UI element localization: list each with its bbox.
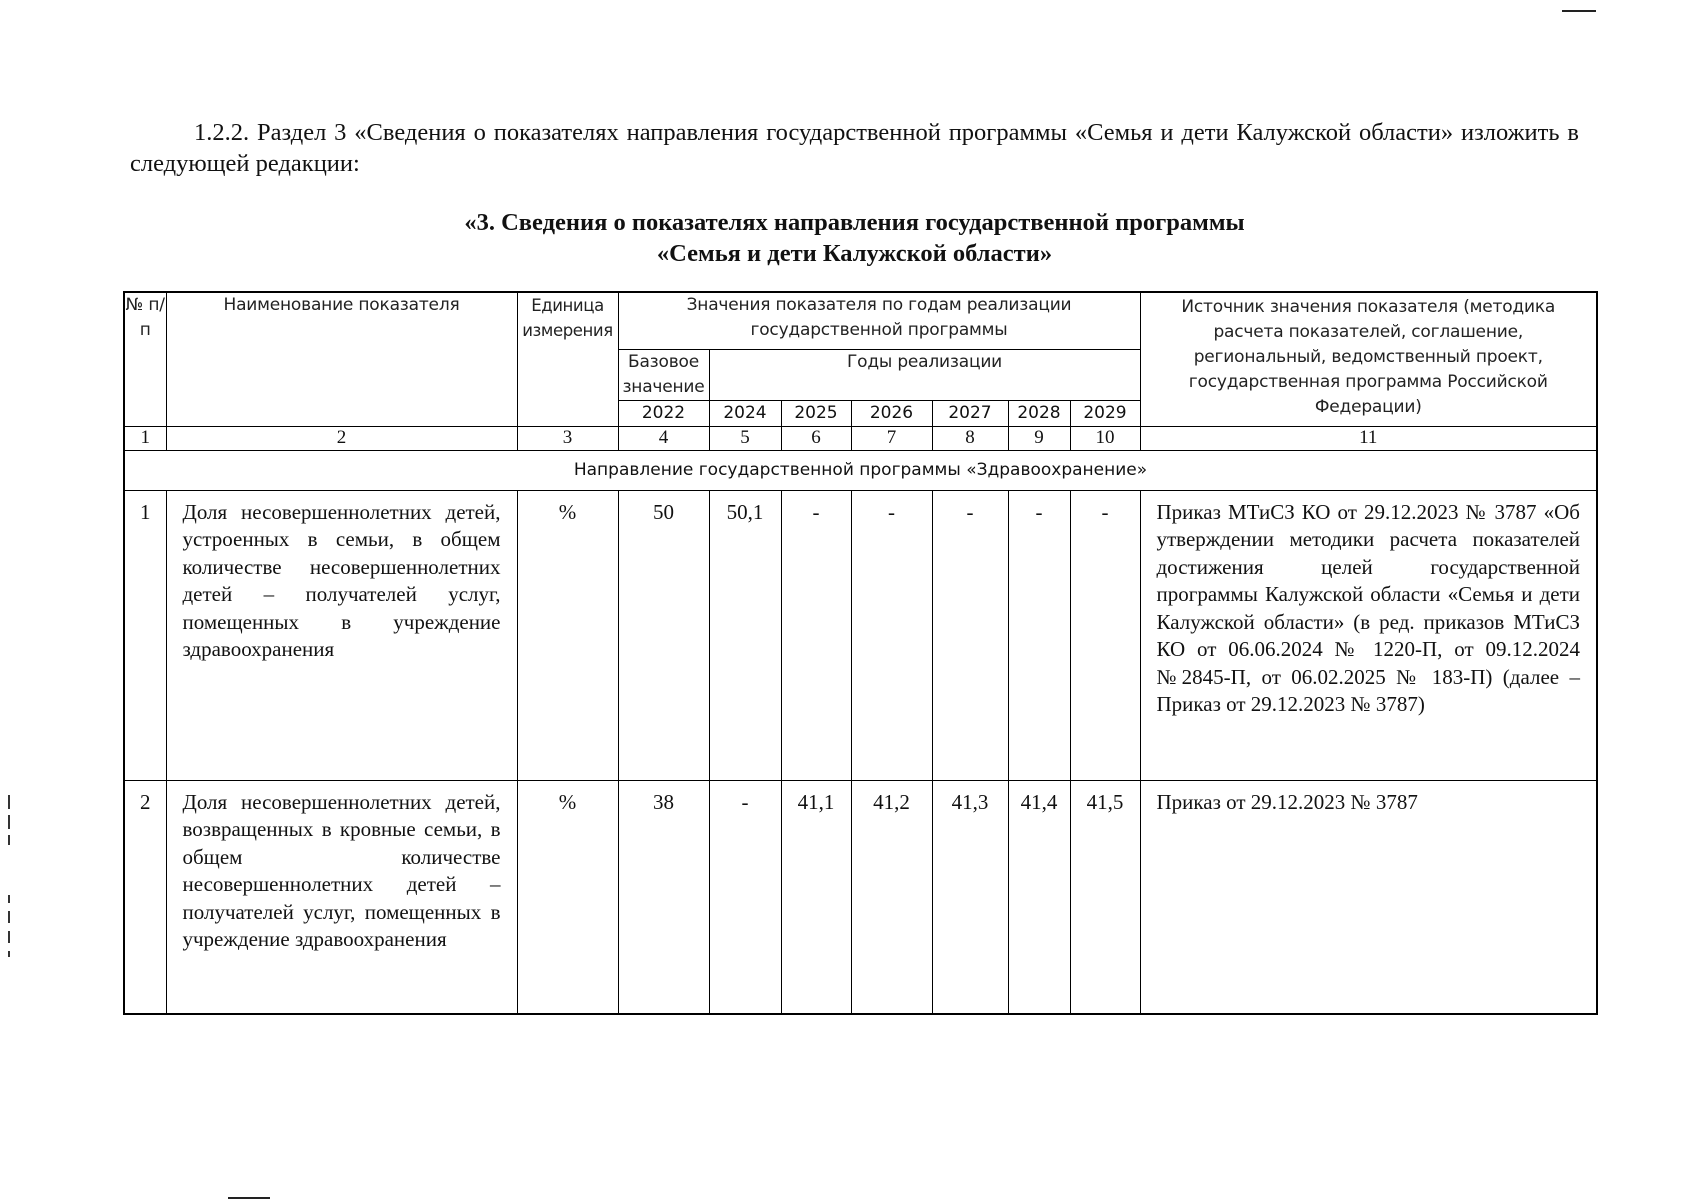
column-number: 5 [709, 426, 781, 450]
scan-mark-bottom [228, 1197, 270, 1199]
header-year: 2029 [1070, 400, 1140, 426]
header-base-year: 2022 [618, 400, 709, 426]
indicator-name: Доля несовершеннолетних детей, возвращенных в кровные семьи, в общем количестве несовершеннолетних детей – получателей услуг, помещенных в учреждение здравоохранения [166, 780, 517, 1014]
table-row [124, 780, 1597, 1014]
column-number: 8 [932, 426, 1008, 450]
indicators-table [123, 291, 1598, 1015]
row-index: 2 [124, 780, 166, 1014]
table-title [130, 207, 1579, 269]
base-value: 50 [618, 490, 709, 780]
column-number: 4 [618, 426, 709, 450]
header-values: Значения показателя по годам реализации государственной программы [618, 292, 1140, 349]
year-value: 41,4 [1008, 780, 1070, 1014]
column-number: 6 [781, 426, 851, 450]
table-title-line-1: «3. Сведения о показателях направления государственной программы [464, 209, 1245, 236]
header-source: Источник значения показателя (методика расчета показателей, соглашение, региональный, ведомственный проект, государственная программа Российской Федерации) [1140, 292, 1597, 426]
header-year: 2027 [932, 400, 1008, 426]
indicator-unit: % [517, 490, 618, 780]
year-value: - [781, 490, 851, 780]
indicator-source: Приказ МТиСЗ КО от 29.12.2023 № 3787 «Об утверждении методики расчета показателей достижения целей государственной программы Калужской области «Семья и дети Калужской области» (в ред. приказов МТиСЗ КО от 06.06.2024 № 1220-П, от 09.12.2024 №2845-П, от 06.02.2025 № 183-П) (далее – Приказ от 29.12.2023 № 3787) [1140, 490, 1597, 780]
intro-paragraph: 1.2.2. Раздел 3 «Сведения о показателях направления государственной программы «Семья и дети Калужской области» изложить в следующей редакции: [130, 119, 1579, 177]
year-value: - [1070, 490, 1140, 780]
header-unit: Единица измерения [517, 292, 618, 426]
year-value: 41,1 [781, 780, 851, 1014]
column-number: 11 [1140, 426, 1597, 450]
year-value: - [1008, 490, 1070, 780]
scan-mark-top [1562, 10, 1596, 12]
header-year: 2028 [1008, 400, 1070, 426]
base-value: 38 [618, 780, 709, 1014]
column-number: 7 [851, 426, 932, 450]
indicator-unit: % [517, 780, 618, 1014]
column-number: 3 [517, 426, 618, 450]
section-title: Направление государственной программы «Здравоохранение» [124, 450, 1597, 490]
section-row [124, 450, 1597, 490]
year-value: 41,2 [851, 780, 932, 1014]
header-name: Наименование показателя [166, 292, 517, 426]
column-number: 10 [1070, 426, 1140, 450]
table-title-line-2: «Семья и дети Калужской области» [656, 240, 1053, 267]
year-value: - [709, 780, 781, 1014]
row-index: 1 [124, 490, 166, 780]
header-year: 2024 [709, 400, 781, 426]
indicator-name: Доля несовершеннолетних детей, устроенных в семьи, в общем количестве несовершеннолетних детей – получателей услуг, помещенных в учреждение здравоохранения [166, 490, 517, 780]
header-num: № п/п [124, 292, 166, 426]
column-number-row [124, 426, 1597, 450]
header-row-1 [124, 292, 1597, 349]
header-years-label: Годы реализации [709, 349, 1140, 400]
column-number: 1 [124, 426, 166, 450]
year-value: - [932, 490, 1008, 780]
year-value: - [851, 490, 932, 780]
year-value: 50,1 [709, 490, 781, 780]
table-row [124, 490, 1597, 780]
margin-ticks [8, 795, 11, 960]
header-year: 2026 [851, 400, 932, 426]
year-value: 41,5 [1070, 780, 1140, 1014]
column-number: 9 [1008, 426, 1070, 450]
header-year: 2025 [781, 400, 851, 426]
header-base: Базовое значение [618, 349, 709, 400]
indicator-source: Приказ от 29.12.2023 № 3787 [1140, 780, 1597, 1014]
column-number: 2 [166, 426, 517, 450]
year-value: 41,3 [932, 780, 1008, 1014]
